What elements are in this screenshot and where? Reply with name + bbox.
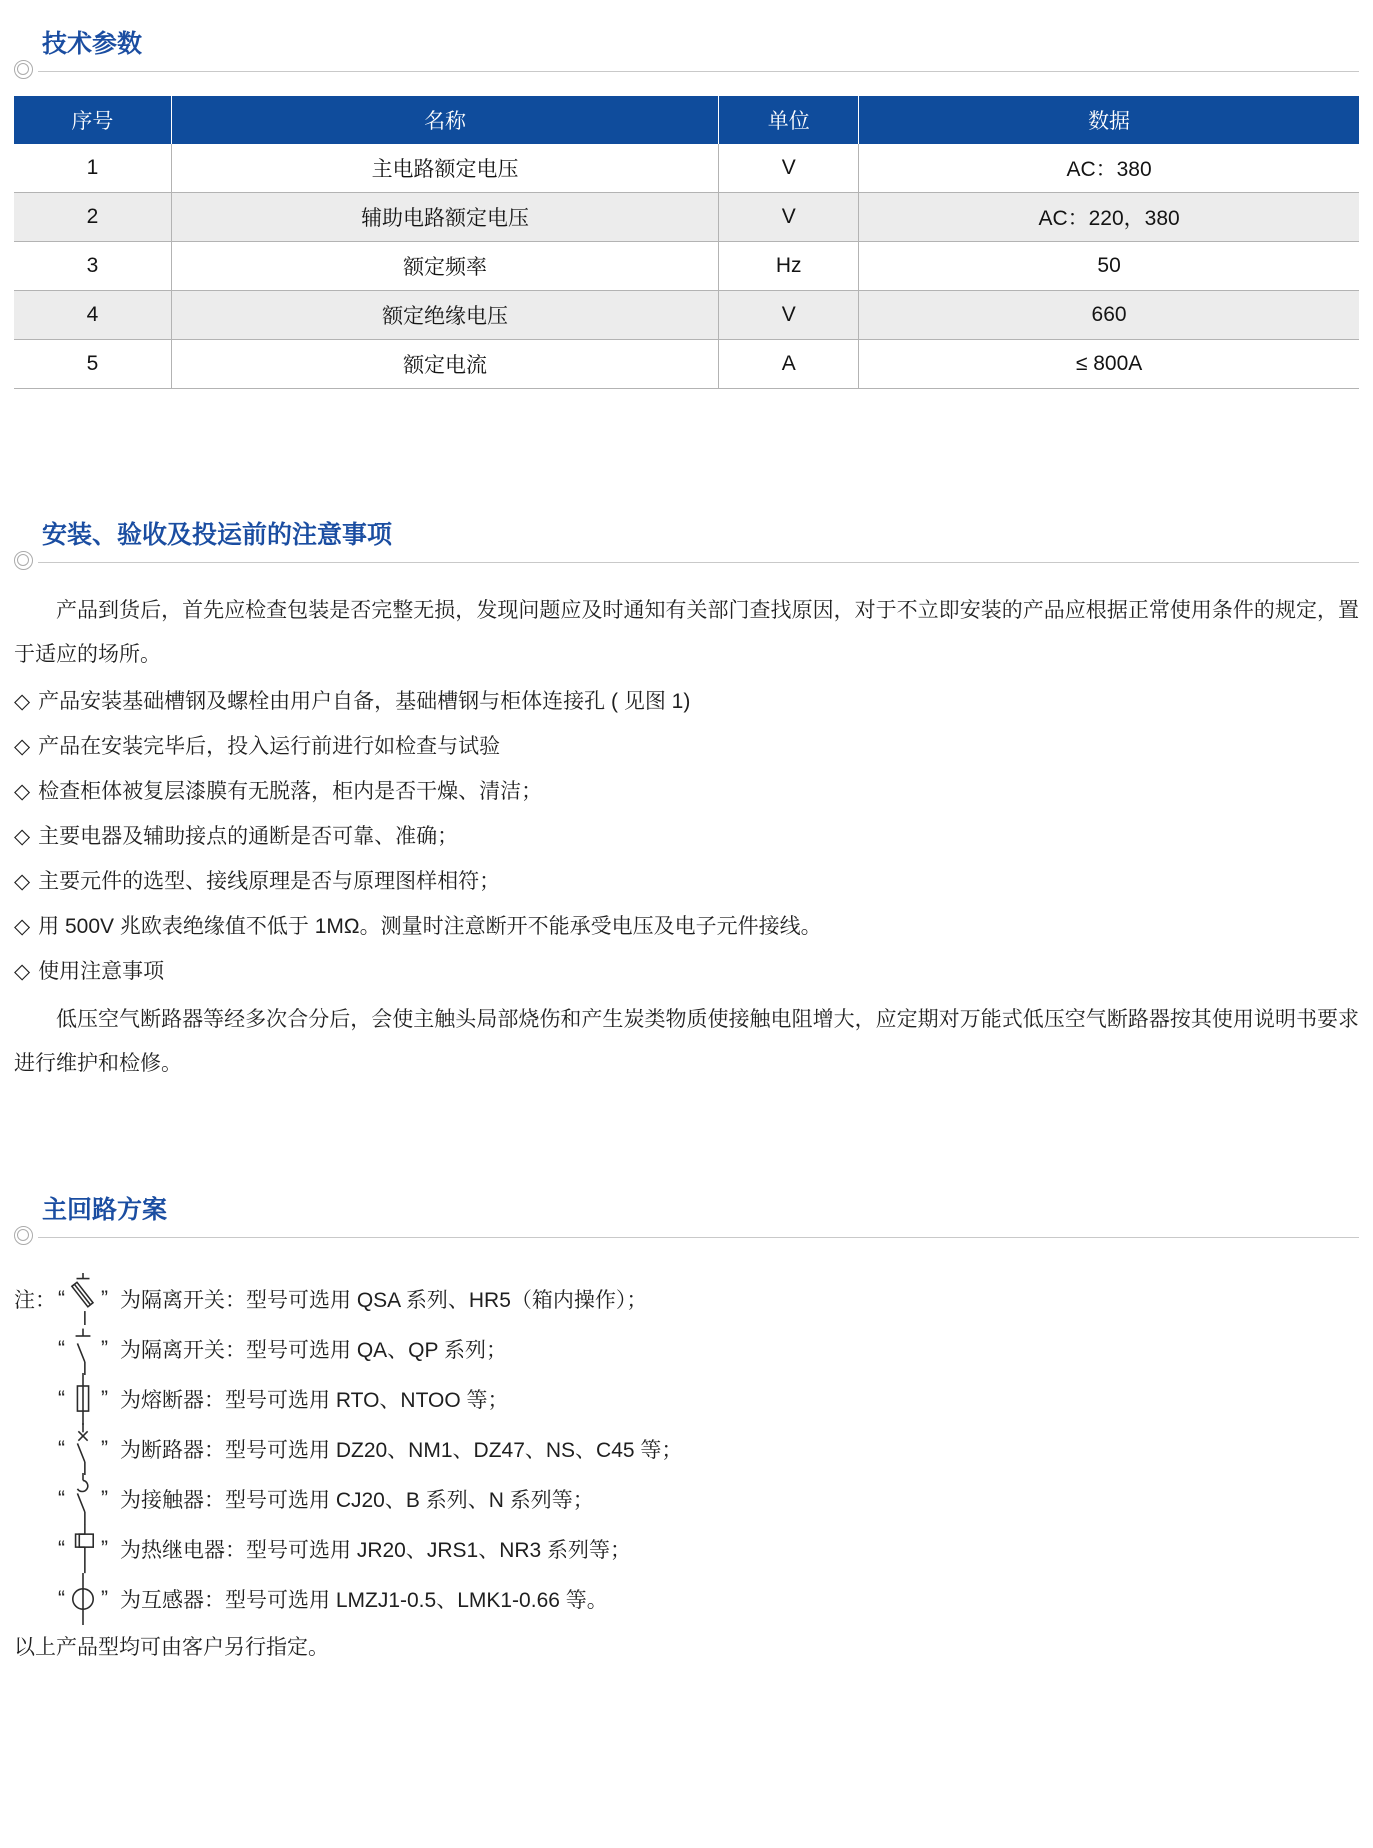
note-row [14,1574,1359,1624]
list-item-text: 产品安装基础槽钢及螺栓由用户自备，基础槽钢与柜体连接孔 ( 见图 1) [38,690,691,713]
open-quote: “ [58,1337,65,1360]
table-cell: AC：380 [859,144,1359,193]
list-item-text: 产品在安装完毕后，投入运行前进行如检查与试验 [38,735,501,758]
table-cell: 50 [859,242,1359,291]
close-quote: ” [101,1437,108,1460]
table-cell: V [719,144,859,193]
list-item [14,679,1359,724]
note-text: 为热继电器：型号可选用 JR20、JRS1、NR3 系列等； [120,1539,632,1562]
diamond-icon: ◇ [14,735,31,758]
divider-line [38,71,1359,72]
note-row [14,1324,1359,1374]
paragraph-intro: 产品到货后，首先应检查包装是否完整无损，发现问题应及时通知有关部门查找原因，对于不立即安装的产品应根据正常使用条件的规定，置于适应的场所。 [14,599,1359,666]
note-prefix: 注： [14,1289,56,1312]
table-cell: 额定绝缘电压 [171,291,718,340]
list-item [14,859,1359,904]
note-row [14,1374,1359,1424]
open-quote: “ [58,1437,65,1460]
table-cell: V [719,291,859,340]
ring-icon [14,551,33,570]
diamond-icon: ◇ [14,825,31,848]
table-cell: AC：220，380 [859,193,1359,242]
divider-line [38,562,1359,563]
note-text: 为隔离开关：型号可选用 QSA 系列、HR5（箱内操作）； [120,1289,648,1312]
note-row [14,1424,1359,1474]
section-header [14,521,1359,575]
ring-icon [14,60,33,79]
section-tech-params [14,0,1359,389]
section-header [14,1196,1359,1250]
note-row [14,1274,1359,1324]
table-cell: 2 [14,193,171,242]
open-quote: “ [58,1487,65,1510]
note-text: 为隔离开关：型号可选用 QA、QP 系列； [120,1339,507,1362]
diamond-icon: ◇ [14,690,31,713]
close-quote: ” [101,1387,108,1410]
table-cell: 3 [14,242,171,291]
close-quote: ” [101,1537,108,1560]
list-item [14,769,1359,814]
column-header: 名称 [171,96,718,144]
column-header: 数据 [859,96,1359,144]
section-title: 主回路方案 [42,1196,168,1224]
table-row [14,242,1359,291]
section-install [14,521,1359,1086]
list-item-text: 主要元件的选型、接线原理是否与原理图样相符； [38,870,501,893]
section-header [14,0,1359,84]
note-row [14,1474,1359,1524]
transformer-icon [70,1571,96,1627]
table-header-row [14,96,1359,144]
table-cell: A [719,340,859,389]
table-cell: 5 [14,340,171,389]
table-cell: 额定电流 [171,340,718,389]
table-cell: 4 [14,291,171,340]
paragraph-outro: 低压空气断路器等经多次合分后，会使主触头局部烧伤和产生炭类物质使接触电阻增大，应定期对万能式低压空气断路器按其使用说明书要求进行维护和检修。 [14,1008,1359,1075]
diamond-icon: ◇ [14,780,31,803]
close-quote: ” [101,1337,108,1360]
thermal-relay-icon [70,1521,96,1577]
close-quote: ” [101,1487,108,1510]
note-row [14,1524,1359,1574]
table-cell: 660 [859,291,1359,340]
list-item-text: 主要电器及辅助接点的通断是否可靠、准确； [38,825,459,848]
table-cell: 主电路额定电压 [171,144,718,193]
note-text: 为断路器：型号可选用 DZ20、NM1、DZ47、NS、C45 等； [120,1439,683,1462]
section-divider [14,549,1359,575]
open-quote: “ [58,1287,65,1310]
open-quote: “ [58,1587,65,1610]
list-item [14,949,1359,994]
list-item-text: 检查柜体被复层漆膜有无脱落，柜内是否干燥、清洁； [38,780,543,803]
close-quote: ” [101,1287,108,1310]
ring-icon [14,1226,33,1245]
table-row [14,291,1359,340]
footer-note: 以上产品型均可由客户另行指定。 [14,1636,329,1659]
table-row [14,144,1359,193]
list-item [14,724,1359,769]
table-cell: 辅助电路额定电压 [171,193,718,242]
column-header: 单位 [719,96,859,144]
notice-list [14,679,1359,994]
table-row [14,340,1359,389]
contactor-icon [70,1471,96,1527]
list-item-text: 使用注意事项 [38,960,165,983]
fuse-icon [70,1371,96,1427]
section-title: 技术参数 [42,30,143,58]
open-quote: “ [58,1387,65,1410]
diamond-icon: ◇ [14,915,31,938]
table-cell: Hz [719,242,859,291]
tech-params-table [14,96,1359,389]
note-text: 为接触器：型号可选用 CJ20、B 系列、N 系列等； [120,1489,594,1512]
diamond-icon: ◇ [14,870,31,893]
section-divider [14,58,1359,84]
table-cell: V [719,193,859,242]
diamond-icon: ◇ [14,960,31,983]
table-cell: 额定频率 [171,242,718,291]
note-text: 为熔断器：型号可选用 RTO、NTOO 等； [120,1389,509,1412]
section-main-circuit [14,1196,1359,1670]
table-row [14,193,1359,242]
symbol-notes [14,1274,1359,1624]
section-divider [14,1224,1359,1250]
list-item-text: 用 500V 兆欧表绝缘值不低于 1MΩ。测量时注意断开不能承受电压及电子元件接线。 [38,915,822,938]
section-title: 安装、验收及投运前的注意事项 [42,521,393,549]
divider-line [38,1237,1359,1238]
column-header: 序号 [14,96,171,144]
list-item [14,814,1359,859]
table-cell: 1 [14,144,171,193]
close-quote: ” [101,1587,108,1610]
fuse-disconnector-icon [70,1271,96,1327]
note-text: 为互感器：型号可选用 LMZJ1-0.5、LMK1-0.66 等。 [120,1589,608,1612]
circuit-breaker-icon [70,1421,96,1477]
disconnector-icon [70,1321,96,1377]
list-item [14,904,1359,949]
open-quote: “ [58,1537,65,1560]
table-cell: ≤ 800A [859,340,1359,389]
